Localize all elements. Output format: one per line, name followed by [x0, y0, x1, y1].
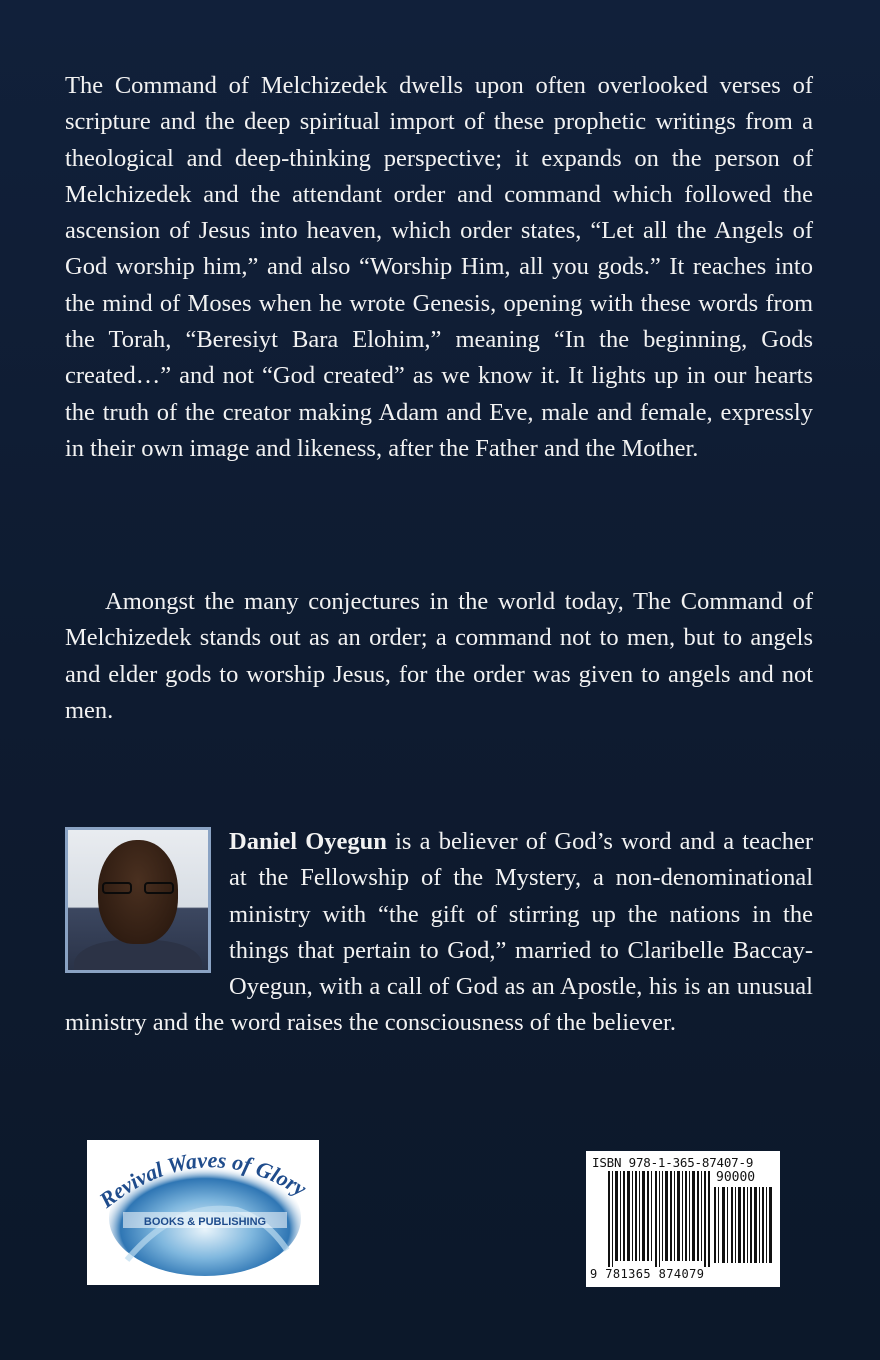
price-code: 90000: [716, 1170, 756, 1185]
publisher-logo: [87, 1140, 319, 1285]
isbn-label: ISBN 978-1-365-87407-9: [592, 1155, 754, 1170]
description-paragraph-2: [65, 584, 813, 729]
isbn-digits: 9 781365 874079: [590, 1267, 705, 1281]
description-paragraph-1: [65, 68, 813, 467]
author-bio-text: is a believer of God’s word and a teacher at the Fellowship of the Mystery, a non-denominational ministry with “the gift of stirring up the nations in the things that pertain to God,” married to Claribelle Baccay-Oyegun, with a call of God as an Apostle, his is an unusual ministry and the word raises the consciousness of the believer.: [65, 828, 813, 1037]
isbn-barcode: [586, 1151, 780, 1287]
author-photo: [65, 827, 211, 973]
description-text-1: The Command of Melchizedek dwells upon often overlooked verses of scripture and the deep spiritual import of these prophetic writings from a theological and deep-thinking perspective; it expands on the person of Melchizedek and the attendant order and command which followed the ascension of Jesus into heaven, which order states, “Let all the Angels of God worship him,” and also “Worship Him, all you gods.” It reaches into the mind of Moses when he wrote Genesis, opening with these words from the Torah, “Beresiyt Bara Elohim,” meaning “In the beginning, Gods created…” and not “God created” as we know it. It lights up in our hearts the truth of the creator making Adam and Eve, male and female, expressly in their own image and likeness, after the Father and the Mother.: [65, 72, 813, 462]
author-name: Daniel Oyegun: [229, 828, 387, 855]
description-text-2: Amongst the many conjectures in the world today, The Command of Melchizedek stands out as an order; a command not to men, but to angels and elder gods to worship Jesus, for the order was given to angels and not men.: [65, 588, 813, 724]
addon-barcode-bars: [714, 1187, 774, 1263]
barcode-bars: [608, 1171, 712, 1267]
author-bio: [65, 824, 813, 1042]
publisher-subtitle: BOOKS & PUBLISHING: [143, 1216, 267, 1228]
publisher-name: Revival Waves of Glory: [94, 1147, 311, 1213]
